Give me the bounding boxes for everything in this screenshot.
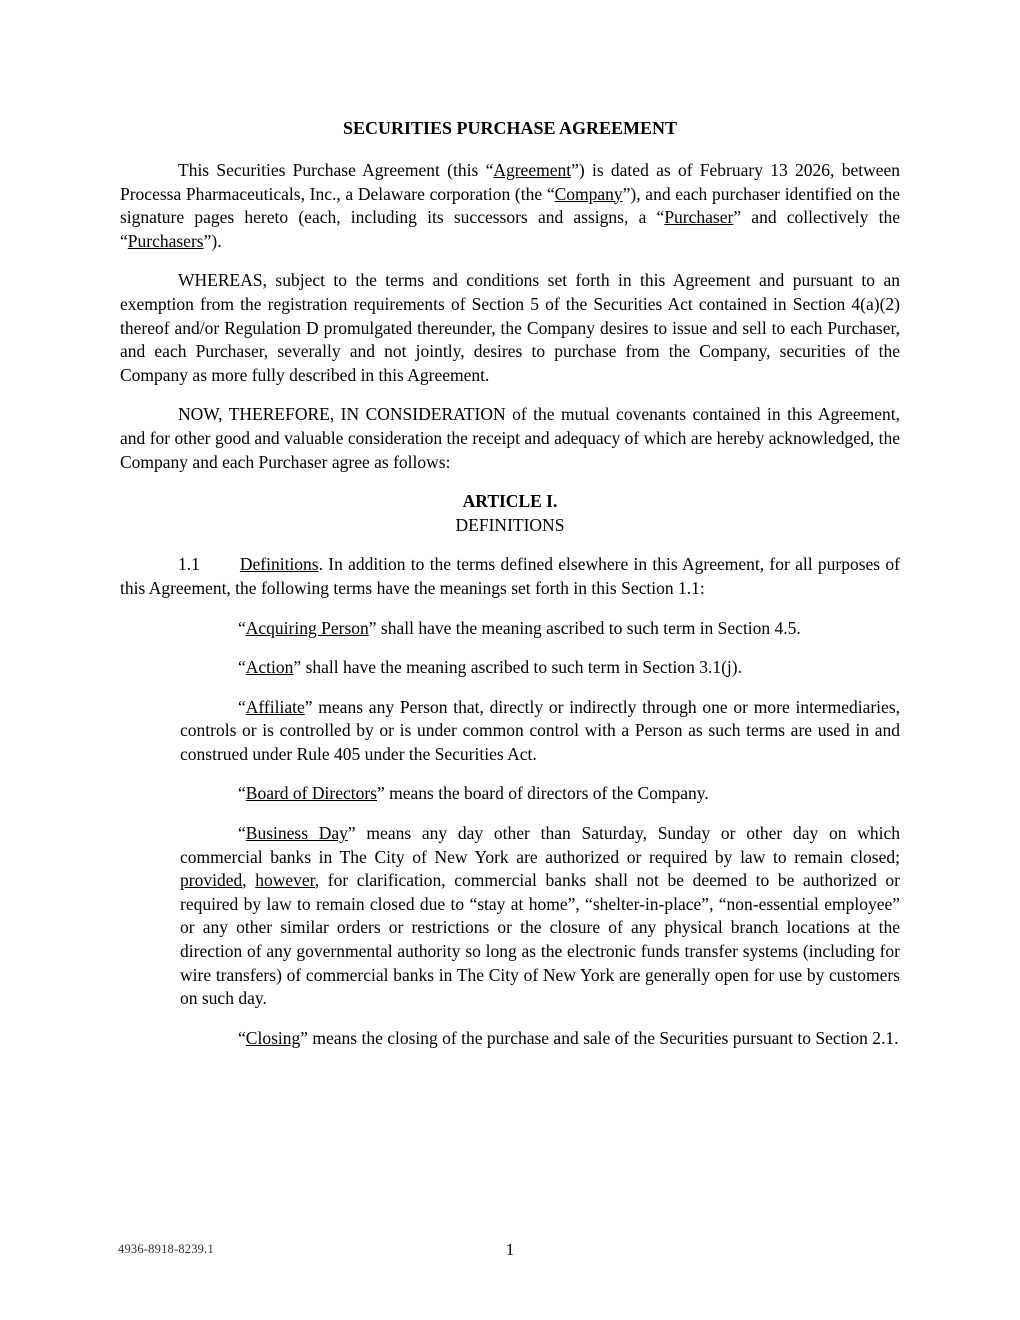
text-run: “ [238,1027,246,1048]
text-run: ARTICLE I. [462,491,558,512]
footer-page-number: 1 [505,1240,515,1259]
defined-term: Action [245,657,294,678]
defined-term: Purchasers [127,230,204,251]
heading [120,490,900,514]
document-body [120,159,900,1050]
defined-term: Business Day [245,823,348,844]
defined-term: Acquiring Person [245,617,369,638]
defined-term: Definitions [239,554,319,575]
heading [120,514,900,538]
defined-term: provided [180,870,243,891]
defined-term: Board of Directors [245,783,377,804]
paragraph [120,553,900,600]
text-run: , for clarification, commercial banks shall not be deemed to be authorized or required by law to remain closed due to “stay at home”, “shelter-in-place”, “non-essential employee” or any other similar orders or restrictions or the closure of any physical branch locations at the direction of any governmental authority so long as the electronic funds transfer systems (including for wire transfers) of commercial banks in The City of New York are generally open for use by customers on such day. [180,870,900,1009]
text-run: ” means the board of directors of the Company. [377,783,709,804]
paragraph [120,269,900,387]
text-run: WHEREAS, subject to the terms and conditions set forth in this Agreement and pursuant to an exemption from the registration requirements of Section 5 of the Securities Act contained in Section 4(a)(2) thereof and/or Regulation D promulgated thereunder, the Company desires to issue and sell to each Purchaser, and each Purchaser, severally and not jointly, desires to purchase from the Company, securities of the Company as more fully described in this Agreement. [120,270,900,385]
defined-term: Company [554,183,623,204]
paragraph [180,782,900,806]
text-run: ”). [203,230,222,251]
defined-term: Affiliate [245,696,305,717]
text-run: This Securities Purchase Agreement (this “ [178,160,494,180]
paragraph [180,1027,900,1051]
text-run: ” and collectively the “ [120,207,900,251]
text-run: “ [238,783,246,804]
text-run: DEFINITIONS [455,514,565,535]
text-run: , [242,870,256,891]
paragraph [180,696,900,767]
text-run: ”) is dated as of February 13 2026, between Processa Pharmaceuticals, Inc., a Delaware corporation (the “ [120,160,900,204]
text-run: ” means the closing of the purchase and sale of the Securities pursuant to Section 2.1. [300,1027,899,1048]
text-run: “ [238,617,246,638]
paragraph [180,822,900,1011]
paragraph [180,656,900,680]
footer-doc-id: 4936-8918-8239.1 [118,1242,214,1256]
defined-term: however [255,870,315,891]
text-run: ” shall have the meaning ascribed to such term in Section 3.1(j). [293,657,742,678]
defined-term: Closing [245,1027,301,1048]
defined-term: Purchaser [664,207,734,228]
text-run: ” shall have the meaning ascribed to such term in Section 4.5. [368,617,801,638]
text-run: ” means any day other than Saturday, Sunday or other day on which commercial banks in The City of New York are authorized or required by law to remain closed; [180,823,900,867]
text-run: . In addition to the terms defined elsewhere in this Agreement, for all purposes of this Agreement, the following terms have the meanings set forth in this Section 1.1: [120,554,900,598]
defined-term: Agreement [493,160,572,180]
text-run: “ [238,657,246,678]
paragraph [180,617,900,641]
text-run: NOW, THEREFORE, IN CONSIDERATION of the mutual covenants contained in this Agreement, and for other good and valuable consideration the receipt and adequacy of which are hereby acknowledged, the Company and each Purchaser agree as follows: [120,404,900,472]
document-content [120,118,900,1066]
document-title: SECURITIES PURCHASE AGREEMENT [342,118,678,138]
text-run: ” means any Person that, directly or indirectly through one or more intermediaries, controls or is controlled by or is under common control with a Person as such terms are used in and construed under Rule 405 under the Securities Act. [180,696,900,764]
text-run: 1.1 [178,554,200,575]
paragraph [120,403,900,474]
paragraph [120,159,900,253]
text-run: “ [238,823,246,844]
text-run: “ [238,696,246,717]
text-run: ”), and each purchaser identified on the signature pages hereto (each, including its successors and assigns, a “ [120,183,900,228]
